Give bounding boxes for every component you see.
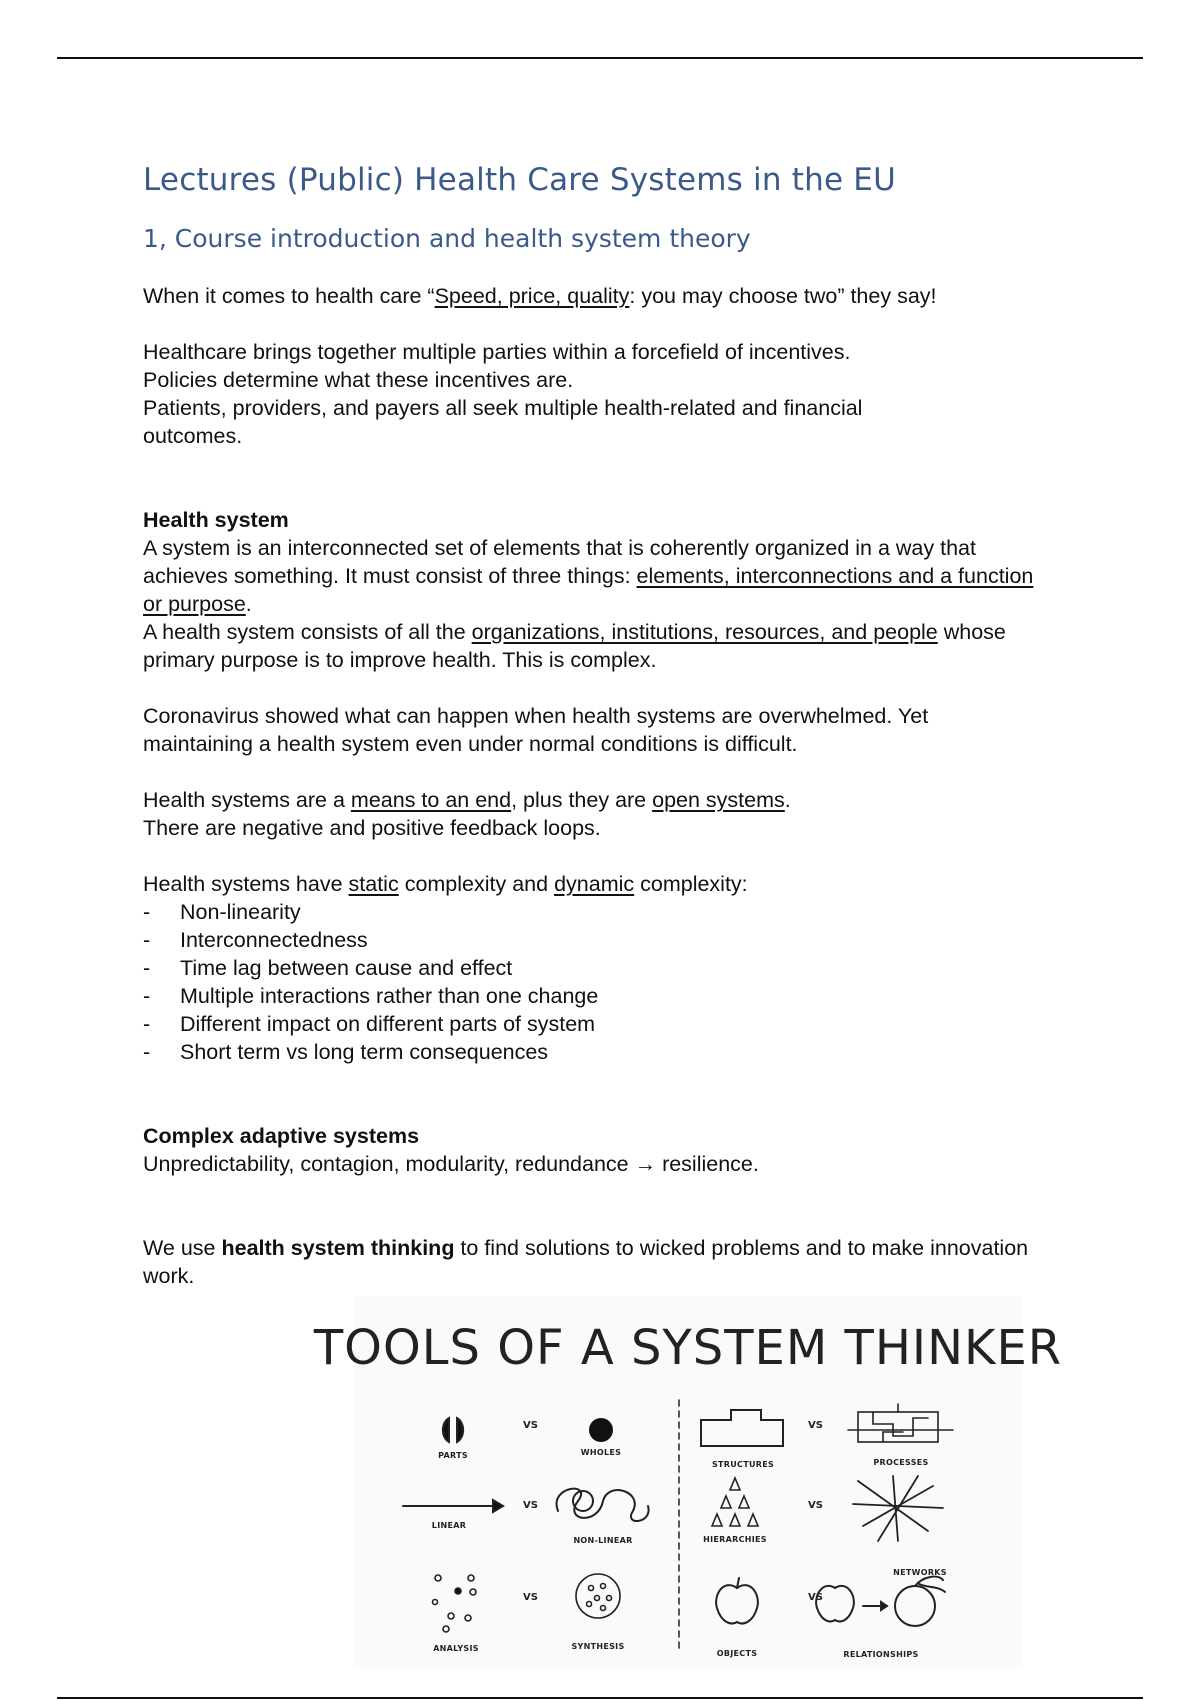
list-item: - Multiple interactions rather than one change <box>143 982 1043 1010</box>
definition-end: . <box>245 592 252 616</box>
networks-label: NETWORKS <box>893 1568 947 1577</box>
relationships-label: RELATIONSHIPS <box>843 1650 919 1659</box>
section-heading: 1, Course introduction and health system theory <box>143 224 751 253</box>
cas-heading-text: Complex adaptive systems <box>143 1124 420 1148</box>
cas-text: Unpredictability, contagion, modularity, redundance → resilience. <box>143 1152 759 1176</box>
processes-icon <box>848 1404 953 1442</box>
parts-icon <box>457 1418 463 1442</box>
forcefield-line-2: Policies determine what these incentives are. <box>143 368 574 392</box>
vs-label: VS <box>523 1500 538 1511</box>
feedback-loops-line: There are negative and positive feedback loops. <box>143 816 601 840</box>
system-definition <box>143 534 1043 618</box>
underlined-phrase: organizations, institutions, resources, and people <box>471 620 938 644</box>
complexity-text: Health systems have <box>143 872 349 896</box>
objects-icon <box>716 1578 758 1623</box>
system-thinker-figure <box>313 1296 1063 1668</box>
hierarchies-label: HIERARCHIES <box>703 1535 767 1544</box>
footer-rule <box>57 1697 1143 1699</box>
figure-title: TOOLS OF A SYSTEM THINKER <box>313 1320 1063 1376</box>
underlined-phrase: static <box>348 872 399 896</box>
document-body <box>143 160 1043 1290</box>
coronavirus-paragraph: Coronavirus showed what can happen when health systems are overwhelmed. Yet maintaining a health system even under normal conditions is difficult. <box>143 704 929 756</box>
complexity-list <box>143 898 1043 1066</box>
parts-label: PARTS <box>438 1451 468 1460</box>
nonlinear-label: NON-LINEAR <box>573 1536 633 1545</box>
means-text-end: . <box>784 788 791 812</box>
wholes-icon <box>589 1418 613 1442</box>
structures-label: STRUCTURES <box>711 1460 775 1469</box>
vs-label: VS <box>808 1592 823 1603</box>
list-item: - Interconnectedness <box>143 926 1043 954</box>
bold-phrase: health system thinking <box>221 1236 455 1260</box>
vs-label: VS <box>523 1420 538 1431</box>
forcefield-line-3: Patients, providers, and payers all seek multiple health-related and financial outcomes. <box>143 396 863 448</box>
list-item: - Different impact on different parts of system <box>143 1010 1043 1038</box>
underlined-phrase: dynamic <box>554 872 635 896</box>
complexity-text-mid: complexity and <box>398 872 555 896</box>
list-item: - Time lag between cause and effect <box>143 954 1043 982</box>
underlined-phrase: Speed, price, quality <box>434 284 630 308</box>
nonlinear-loop-icon <box>573 1491 593 1511</box>
nonlinear-icon <box>557 1489 649 1521</box>
parts-icon <box>443 1418 449 1442</box>
hs-text: A health system consists of all the <box>143 620 472 644</box>
arrow-icon <box>493 1500 503 1512</box>
underlined-phrase: open systems <box>652 788 785 812</box>
means-paragraph <box>143 786 1043 814</box>
figure-drawing <box>313 1296 1063 1668</box>
synthesis-label: SYNTHESIS <box>571 1642 625 1651</box>
analysis-icon <box>433 1575 477 1632</box>
thinking-paragraph <box>143 1234 1043 1290</box>
health-system-heading-text: Health system <box>143 508 289 532</box>
networks-icon <box>853 1476 943 1541</box>
hierarchies-icon <box>712 1478 758 1526</box>
structures-icon <box>701 1410 783 1446</box>
page-title: Lectures (Public) Health Care Systems in the EU <box>143 162 896 198</box>
intro-text-end: : you may choose two” they say! <box>629 284 937 308</box>
intro-text: When it comes to health care “ <box>143 284 435 308</box>
relationships-icon <box>816 1577 945 1626</box>
linear-label: LINEAR <box>431 1521 467 1530</box>
complexity-text-end: complexity: <box>634 872 748 896</box>
underlined-phrase: means to an end <box>350 788 512 812</box>
synthesis-icon <box>576 1574 620 1618</box>
hs-text-end: whose primary purpose is to improve health. This is complex. <box>143 620 1006 672</box>
vs-label: VS <box>808 1500 823 1511</box>
health-system-heading <box>143 506 1043 534</box>
means-text: Health systems are a <box>143 788 351 812</box>
forcefield-line-1: Healthcare brings together multiple parties within a forcefield of incentives. <box>143 340 851 364</box>
vs-label: VS <box>523 1592 538 1603</box>
list-item: - Short term vs long term consequences <box>143 1038 1043 1066</box>
cas-heading <box>143 1122 1043 1150</box>
underlined-phrase: elements, interconnections and a function or purpose <box>143 564 1034 616</box>
thinking-text-end: to find solutions to wicked problems and to make innovation work. <box>143 1236 1029 1288</box>
objects-label: OBJECTS <box>716 1649 758 1658</box>
means-text-mid: , plus they are <box>511 788 653 812</box>
health-system-definition <box>143 618 1043 674</box>
analysis-label: ANALYSIS <box>433 1644 479 1653</box>
thinking-text: We use <box>143 1236 222 1260</box>
vs-label: VS <box>808 1420 823 1431</box>
intro-paragraph <box>143 282 1043 310</box>
wholes-label: WHOLES <box>580 1448 622 1457</box>
list-item: - Non-linearity <box>143 898 1043 926</box>
header-rule <box>57 57 1143 59</box>
processes-label: PROCESSES <box>873 1458 929 1467</box>
definition-text: A system is an interconnected set of elements that is coherently organized in a way that achieves something. It must consist of three things: <box>143 536 976 588</box>
complexity-intro <box>143 870 1043 898</box>
